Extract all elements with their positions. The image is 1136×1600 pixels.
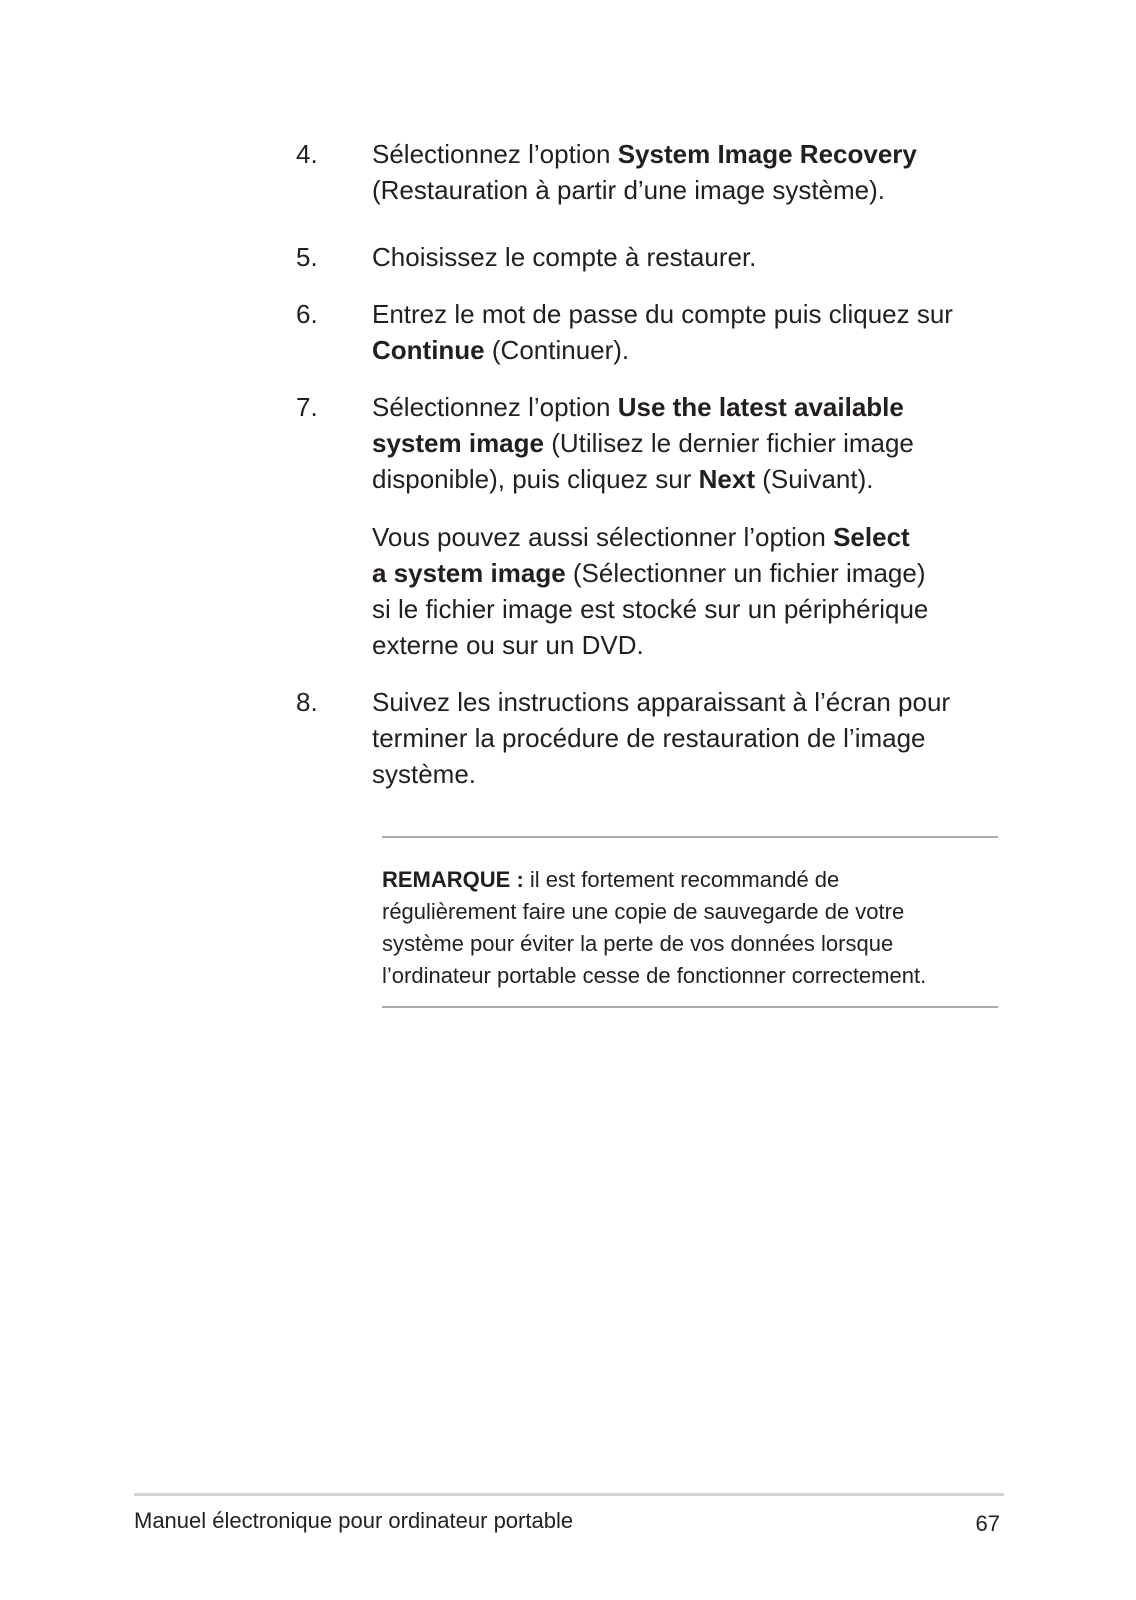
text-line: system image (Utilisez le dernier fichier image bbox=[372, 428, 914, 458]
text-line: l’ordinateur portable cesse de fonctionner correctement. bbox=[382, 963, 927, 988]
text-line: système. bbox=[372, 759, 477, 789]
step-text bbox=[372, 239, 992, 275]
step-number: 6. bbox=[296, 299, 318, 329]
step-text bbox=[372, 136, 992, 208]
text-line: système pour éviter la perte de vos données lorsque bbox=[382, 931, 894, 956]
text-line: terminer la procédure de restauration de l’image bbox=[372, 723, 926, 753]
step-text bbox=[372, 389, 992, 497]
text-line: disponible), puis cliquez sur Next (Suivant). bbox=[372, 464, 874, 494]
step-number: 7. bbox=[296, 392, 318, 422]
text-line: Sélectionnez l’option Use the latest available bbox=[372, 392, 904, 422]
note-bottom-divider bbox=[382, 1006, 998, 1008]
text-line: régulièrement faire une copie de sauvegarde de votre bbox=[382, 899, 905, 924]
page-number: 67 bbox=[975, 1511, 1000, 1536]
step-text bbox=[372, 684, 992, 792]
text-line: Sélectionnez l’option System Image Recovery bbox=[372, 139, 917, 169]
step-number: 5. bbox=[296, 242, 318, 272]
text-line: a system image (Sélectionner un fichier image) bbox=[372, 558, 926, 588]
text-line: Continue (Continuer). bbox=[372, 335, 630, 365]
text-line: si le fichier image est stocké sur un périphérique bbox=[372, 594, 929, 624]
note-top-divider bbox=[382, 836, 998, 838]
text-line: Vous pouvez aussi sélectionner l’option Select bbox=[372, 522, 910, 552]
step-text bbox=[372, 296, 992, 368]
text-line: Entrez le mot de passe du compte puis cliquez sur bbox=[372, 299, 953, 329]
alternative-option-paragraph bbox=[372, 519, 992, 663]
note-label: REMARQUE : bbox=[382, 867, 524, 892]
text-line: Suivez les instructions apparaissant à l’écran pour bbox=[372, 687, 951, 717]
footer-divider bbox=[134, 1493, 1004, 1496]
footer-title: Manuel électronique pour ordinateur portable bbox=[134, 1508, 574, 1533]
text-line: REMARQUE : il est fortement recommandé de bbox=[382, 867, 840, 892]
text-line: externe ou sur un DVD. bbox=[372, 630, 644, 660]
text-line: Choisissez le compte à restaurer. bbox=[372, 242, 757, 272]
text-line: (Restauration à partir d’une image système). bbox=[372, 175, 886, 205]
step-number: 4. bbox=[296, 139, 318, 169]
step-number: 8. bbox=[296, 687, 318, 717]
note-box bbox=[382, 864, 998, 992]
